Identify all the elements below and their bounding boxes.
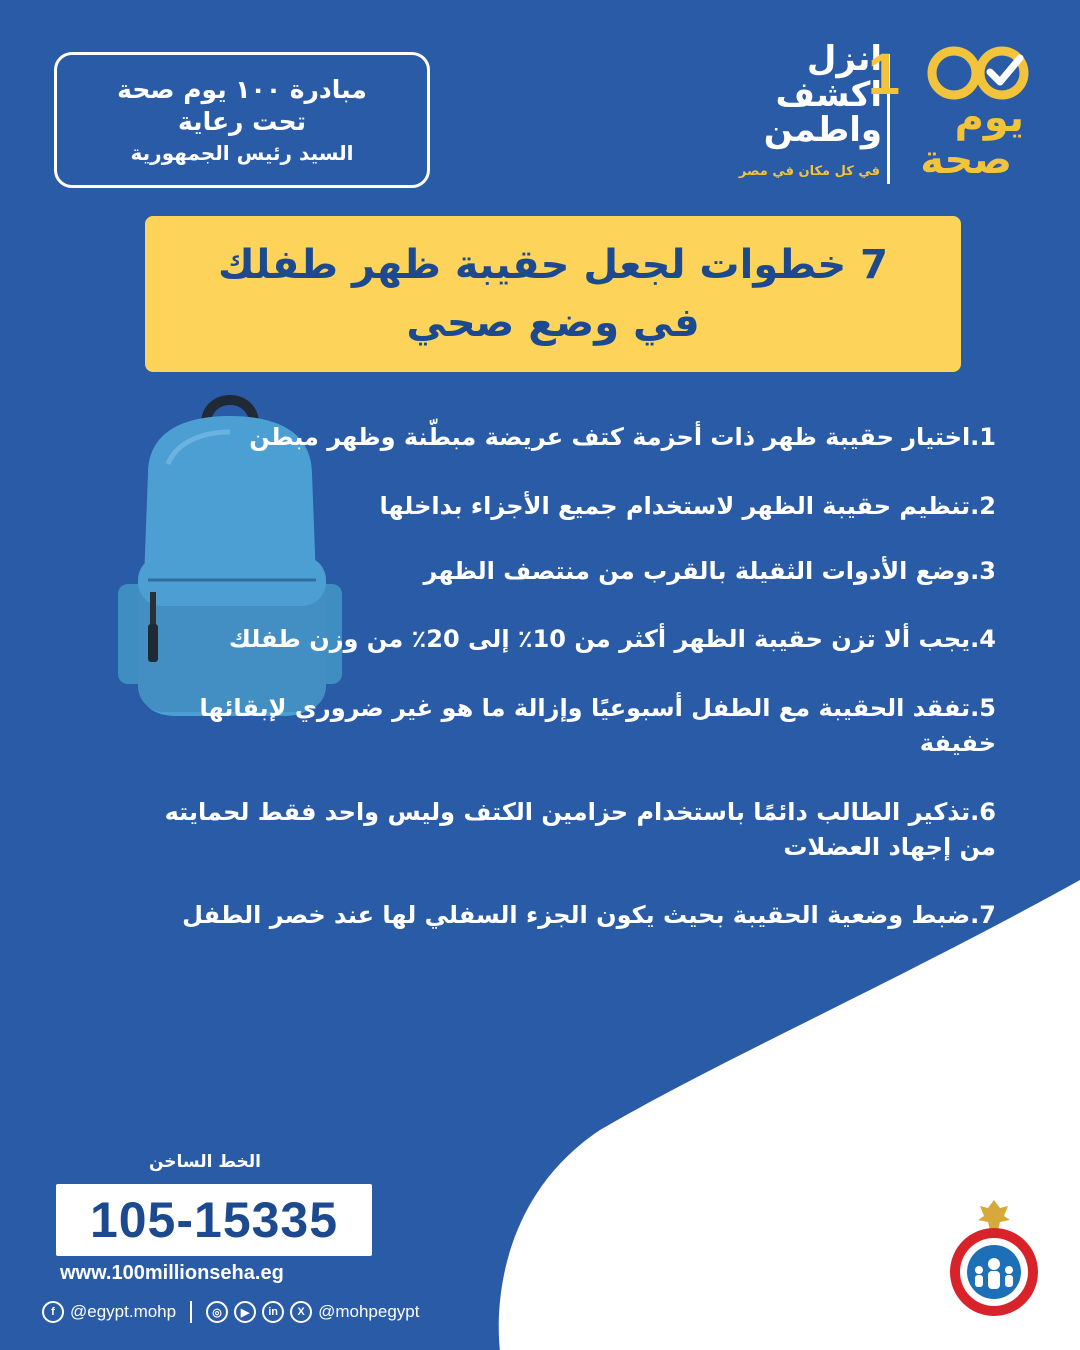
step-3: 3.وضع الأدوات الثقيلة بالقرب من منتصف الظهر (423, 556, 996, 585)
logo-word-1: انزل (806, 39, 882, 79)
social-divider (190, 1301, 192, 1323)
logo-tagline: في كل مكان في مصر (738, 164, 880, 179)
step-1: 1.اختيار حقيبة ظهر ذات أحزمة كتف عريضة مبطّنة وظهر مبطن (249, 423, 996, 451)
title-line-2: في وضع صحي (406, 300, 700, 346)
title-line-1: 7 خطوات لجعل حقيبة ظهر طفلك (218, 242, 888, 288)
facebook-handle[interactable]: @egypt.mohp (70, 1302, 177, 1321)
hotline-label: الخط الساخن (148, 1152, 262, 1172)
svg-text:1: 1 (867, 42, 900, 107)
linkedin-icon[interactable]: in (262, 1301, 284, 1323)
social-row (42, 1296, 419, 1328)
campaign-logo (712, 36, 1042, 186)
step-5: 5.تفقد الحقيبة مع الطفل أسبوعيًا وإزالة ما هو غير ضروري لإبقائها خفيفة (199, 694, 996, 757)
logo-100-mark (867, 42, 1032, 107)
initiative-line-2: تحت رعاية (178, 106, 306, 136)
logo-word-3: واطمن (763, 110, 882, 151)
x-icon[interactable]: X (290, 1301, 312, 1323)
step-2: 2.تنظيم حقيبة الظهر لاستخدام جميع الأجزاء بداخلها (379, 491, 996, 520)
check-icon (990, 58, 1020, 82)
initiative-box (54, 52, 430, 188)
step-4: 4.يجب ألا تزن حقيبة الظهر أكثر من 10٪ إلى 20٪ من وزن طفلك (228, 625, 996, 654)
hotline-number[interactable]: 105-15335 (56, 1184, 372, 1256)
step-6: 6.تذكير الطالب دائمًا باستخدام حزامين الكتف وليس واحد فقط لحمايته من إجهاد العضلات (164, 797, 996, 861)
title-banner (145, 216, 961, 372)
ministry-logo-icon (944, 1196, 1044, 1320)
steps-list (120, 420, 996, 967)
logo-yom: يوم (954, 95, 1024, 141)
youtube-icon[interactable]: ▶ (234, 1301, 256, 1323)
logo-slogan (722, 39, 882, 151)
logo-word-2: اكشف (775, 74, 882, 115)
logo-seha: صحة (920, 137, 1012, 183)
facebook-icon[interactable]: f (42, 1301, 64, 1323)
initiative-line-1: مبادرة ١٠٠ يوم صحة (117, 75, 367, 105)
initiative-line-3: السيد رئيس الجمهورية (130, 140, 354, 165)
step-7: 7.ضبط وضعية الحقيبة بحيث يكون الجزء السفلي لها عند خصر الطفل (182, 901, 996, 930)
instagram-icon[interactable]: ◎ (206, 1301, 228, 1323)
website-link[interactable]: www.100millionseha.eg (60, 1262, 284, 1284)
social-handle[interactable]: @mohpegypt (318, 1302, 420, 1321)
